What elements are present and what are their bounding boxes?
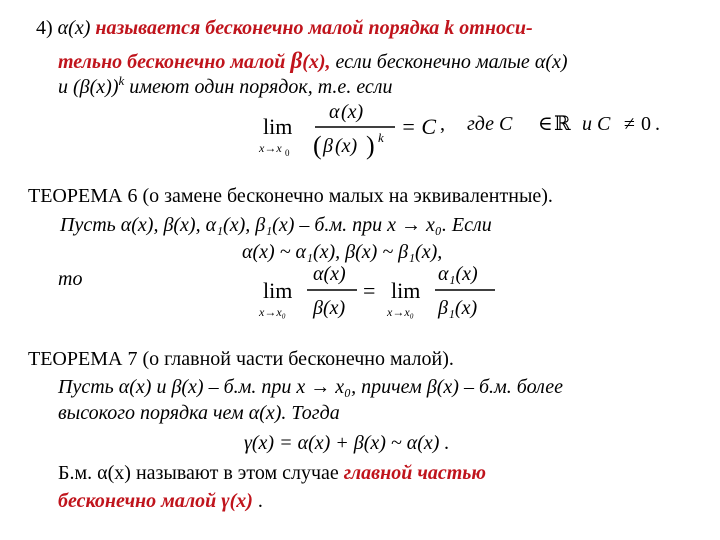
svg-text:= C: = C: [401, 114, 437, 139]
svg-text:(: (: [313, 131, 322, 160]
theorem-7-formula: γ(x) = α(x) + β(x) ~ α(x) .: [244, 432, 450, 454]
svg-text:x→x₀: x→x₀: [387, 305, 414, 319]
svg-text:x→x₀: x→x₀: [259, 305, 286, 319]
theorem-7-line-2: Пусть α(x) и β(x) – б.м. при x → x₀, причем β(x) – б.м. более: [58, 376, 564, 398]
theorem-6-then: то: [58, 268, 83, 290]
svg-text:и C: и C: [582, 113, 611, 135]
svg-text:): ): [366, 131, 375, 160]
svg-text:∈: ∈: [538, 113, 553, 135]
theorem-7-title: ТЕОРЕМА 7 (о главной части бесконечно малой).: [28, 348, 454, 370]
def4-line-1: 4) α(x) называется бесконечно малой порядка k относи-: [36, 17, 533, 39]
formula-equivalent-replacement: [255, 258, 515, 330]
def4-line-3: и $(\beta(x))^k$ имеют один порядок, т.е. если: [58, 73, 393, 98]
main-part-term: главной частью: [343, 462, 486, 484]
theorem-7-line-5: Б.м. α(x) называют в этом случае главной частью: [58, 462, 486, 484]
def4-number: 4): [36, 17, 53, 39]
theorem-6-line-3: α(x) ~ α₁(x), β(x) ~ β₁(x),: [242, 241, 443, 263]
svg-text:α: α: [329, 101, 340, 123]
theorem-6-title: ТЕОРЕМА 6 (о замене бесконечно малых на эквивалентные).: [28, 185, 553, 207]
svg-text:.: .: [655, 113, 660, 135]
formula-order-limit: [255, 96, 695, 168]
svg-text:ℝ: ℝ: [554, 113, 571, 135]
svg-text:x→x: x→x: [259, 141, 282, 155]
svg-text:α₁(x): α₁(x): [438, 263, 478, 285]
svg-text:β(x): β(x): [313, 297, 346, 319]
svg-text:≠: ≠: [624, 113, 635, 135]
theorem-7-line-6: бесконечно малой γ(x) .: [58, 490, 263, 512]
svg-text:β₁(x): β₁(x): [438, 297, 478, 319]
svg-text:(x): (x): [335, 135, 358, 157]
svg-text:lim: lim: [263, 114, 293, 139]
svg-text:,: ,: [440, 113, 445, 135]
svg-text:lim: lim: [391, 278, 421, 303]
svg-text:0: 0: [285, 148, 290, 158]
svg-text:α(x): α(x): [313, 263, 346, 285]
def4-definition-red: называется бесконечно малой порядка k относи-: [95, 17, 533, 39]
theorem-7-line-3: высокого порядка чем α(x). Тогда: [58, 402, 340, 424]
theorem-6-line-2: Пусть α(x), β(x), α₁(x), β₁(x) – б.м. при x → x₀. Если: [60, 214, 492, 236]
svg-text:0: 0: [641, 113, 651, 135]
def4-line-2: тельно бесконечно малой β(x), если бесконечно малые α(x): [58, 48, 568, 73]
svg-text:β: β: [323, 135, 333, 157]
svg-text:где C: где C: [467, 113, 513, 135]
svg-text:k: k: [378, 130, 384, 145]
svg-text:=: =: [363, 278, 376, 303]
svg-text:lim: lim: [263, 278, 293, 303]
svg-text:(x): (x): [341, 101, 364, 123]
